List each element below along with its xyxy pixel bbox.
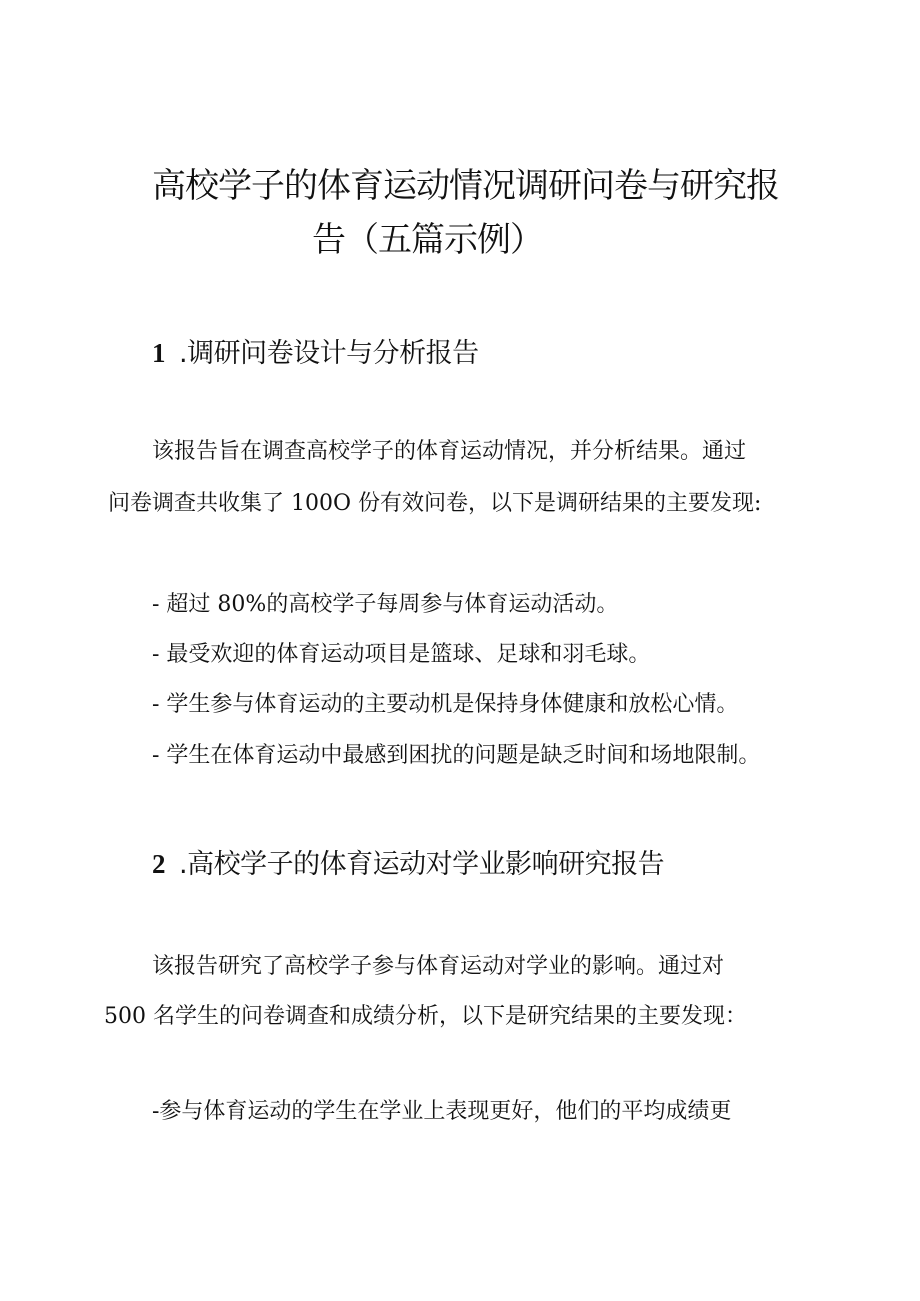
document-title-line-1: 高校学子的体育运动情况调研问卷与研究报 — [152, 166, 779, 206]
section-1-heading — [152, 336, 479, 371]
section-2-heading-text: .高校学子的体育运动对学业影响研究报告 — [179, 849, 665, 880]
section-1-heading-text: .调研问卷设计与分析报告 — [179, 338, 479, 369]
section-1-number: 1 — [152, 338, 165, 368]
section-1-intro-line-2: 问卷调查共收集了 100O 份有效问卷，以下是调研结果的主要发现: — [108, 491, 762, 516]
section-1-finding-3: - 学生参与体育运动的主要动机是保持身体健康和放松心情。 — [152, 692, 739, 717]
section-2-heading — [152, 847, 664, 882]
document-title-line-2: 告（五篇示例） — [312, 220, 543, 260]
section-2-number: 2 — [152, 849, 165, 879]
section-1-finding-2: - 最受欢迎的体育运动项目是篮球、足球和羽毛球。 — [152, 642, 651, 667]
section-1-intro-line-1: 该报告旨在调查高校学子的体育运动情况，并分析结果。通过 — [152, 439, 747, 464]
section-1-finding-4: - 学生在体育运动中最感到困扰的问题是缺乏时间和场地限制。 — [152, 743, 761, 768]
section-1-finding-1: - 超过 80%的高校学子每周参与体育运动活动。 — [152, 592, 619, 617]
section-2-finding-1: -参与体育运动的学生在学业上表现更好，他们的平均成绩更 — [152, 1099, 732, 1124]
section-2-intro-line-2: 500 名学生的问卷调查和成绩分析，以下是研究结果的主要发现： — [104, 1004, 747, 1029]
section-2-intro-line-1: 该报告研究了高校学子参与体育运动对学业的影响。通过对 — [152, 954, 725, 979]
